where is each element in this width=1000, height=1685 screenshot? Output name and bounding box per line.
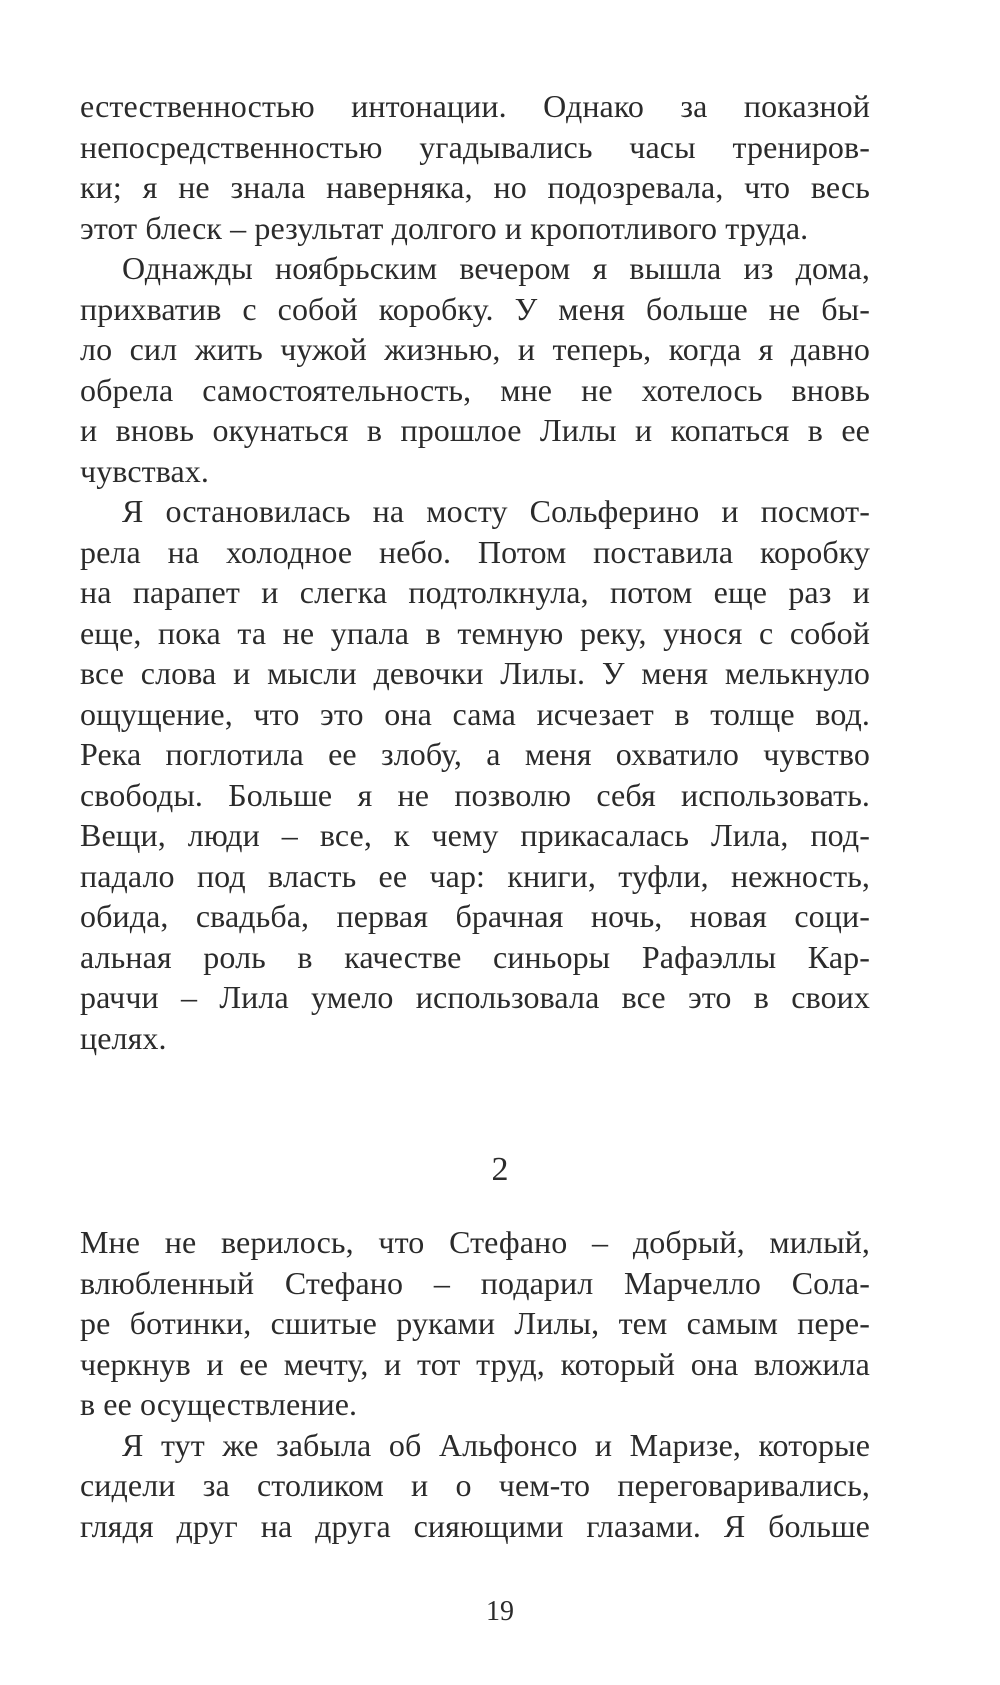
text-line: непосредственностью угадывались часы трениров- bbox=[80, 128, 870, 165]
text-line: ки; я не знала наверняка, но подозревала, что весь bbox=[80, 169, 870, 205]
text-line: падало под власть ее чар: книги, туфли, нежность, bbox=[80, 857, 870, 894]
text-line: черкнув и ее мечту, и тот труд, который она вложила bbox=[80, 1345, 870, 1382]
text-line: естественностью интонации. Однако за показной bbox=[80, 88, 870, 124]
text-line: ре ботинки, сшитые руками Лилы, тем самым пере- bbox=[80, 1305, 870, 1341]
text-line: сидели за столиком и о чем-то переговаривались, bbox=[80, 1467, 870, 1503]
text-line: Я остановилась на мосту Сольферино и посмот- bbox=[122, 493, 870, 529]
text-line: на парапет и слегка подтолкнула, потом еще раз и bbox=[80, 574, 870, 610]
text-line: ло сил жить чужой жизнью, и теперь, когда я давно bbox=[80, 331, 870, 367]
text-line: Река поглотила ее злобу, а меня охватило чувство bbox=[80, 736, 870, 772]
text-line: все слова и мысли девочки Лилы. У меня мелькнуло bbox=[80, 655, 870, 691]
text-line: раччи – Лила умело использовала все это в своих bbox=[80, 979, 870, 1015]
text-line: обрела самостоятельность, мне не хотелось вновь bbox=[80, 371, 870, 408]
text-line: в ее осуществление. bbox=[80, 1386, 358, 1422]
text-line: рела на холодное небо. Потом поставила коробку bbox=[80, 533, 870, 570]
text-line: Вещи, люди – все, к чему прикасалась Лила, под- bbox=[80, 817, 870, 853]
text-line: прихватив с собой коробку. У меня больше не бы- bbox=[80, 290, 870, 327]
text-line: и вновь окунаться в прошлое Лилы и копаться в ее bbox=[80, 412, 870, 448]
text-line: свободы. Больше я не позволю себя использовать. bbox=[80, 776, 870, 813]
text-line: альная роль в качестве синьоры Рафаэллы Кар- bbox=[80, 938, 870, 975]
body-text-bottom bbox=[80, 1222, 870, 1546]
text-line: целях. bbox=[80, 1019, 167, 1056]
page-number: 19 bbox=[486, 1596, 514, 1627]
text-line: влюбленный Стефано – подарил Марчелло Сола- bbox=[80, 1264, 870, 1301]
text-line: ощущение, что это она сама исчезает в толще вод. bbox=[80, 695, 870, 732]
text-line: чувствах. bbox=[80, 452, 209, 489]
text-line: Однажды ноябрьским вечером я вышла из дома, bbox=[122, 250, 870, 286]
body-text-top bbox=[80, 86, 870, 1058]
text-line: Я тут же забыла об Альфонсо и Маризе, которые bbox=[122, 1426, 870, 1463]
text-line: этот блеск – результат долгого и кропотливого труда. bbox=[80, 209, 809, 246]
text-line: глядя друг на друга сияющими глазами. Я больше bbox=[80, 1507, 870, 1544]
text-line: обида, свадьба, первая брачная ночь, новая соци- bbox=[80, 898, 870, 934]
text-line: Мне не верилось, что Стефано – добрый, милый, bbox=[80, 1224, 870, 1260]
chapter-number: 2 bbox=[491, 1151, 509, 1188]
text-line: еще, пока та не упала в темную реку, унося с собой bbox=[80, 614, 870, 651]
